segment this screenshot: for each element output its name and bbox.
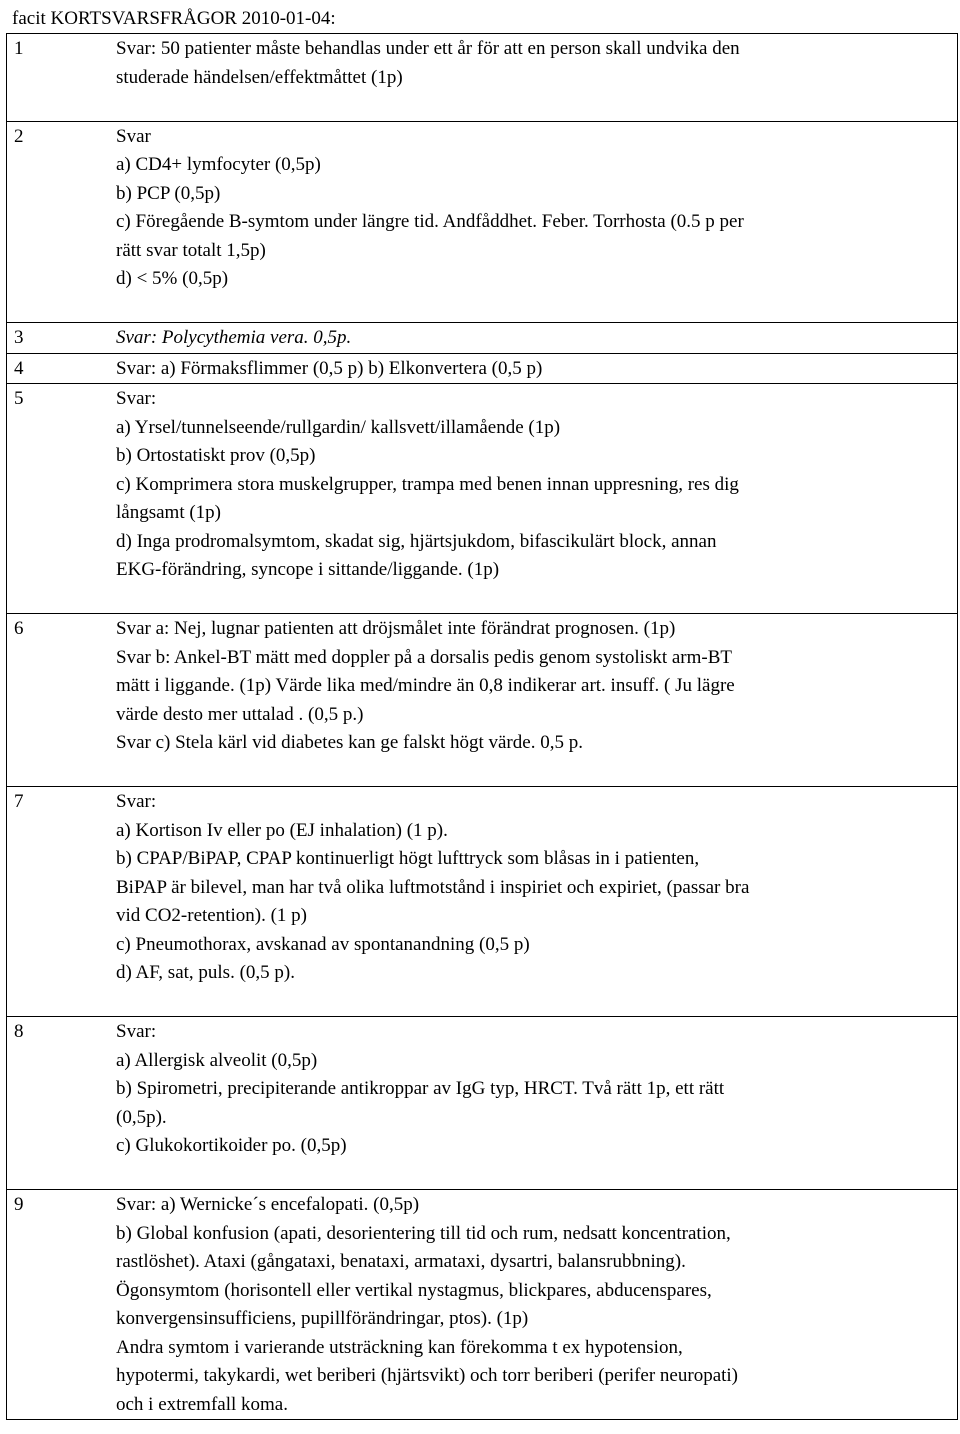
answer-number-cell: [7, 353, 117, 384]
answer-text-cell: [116, 384, 958, 614]
answer-line: c) Pneumothorax, avskanad av spontanandning (0,5 p): [116, 933, 530, 955]
answer-number: 6: [14, 618, 24, 639]
answer-line: b) CPAP/BiPAP, CPAP kontinuerligt högt lufttryck som blåsas in i patienten,: [116, 848, 700, 869]
answer-line: Svar c) Stela kärl vid diabetes kan ge falskt högt värde. 0,5 p.: [116, 732, 583, 753]
answer-text-cell: [116, 614, 958, 787]
answer-row: [7, 384, 958, 614]
blank-line: [116, 988, 943, 1017]
answer-line: a) Kortison Iv eller po (EJ inhalation) (1 p).: [116, 819, 448, 841]
answer-line: Svar: a) Wernicke´s encefalopati. (0,5p): [116, 1194, 420, 1215]
answer-number-cell: [7, 384, 117, 614]
answer-line: b) Global konfusion (apati, desorientering till tid och rum, nedsatt koncentration,: [116, 1222, 731, 1244]
answer-number-cell: [7, 614, 117, 787]
answer-row: [7, 34, 958, 122]
answer-line: b) PCP (0,5p): [116, 182, 221, 204]
answer-line: a) Allergisk alveolit (0,5p): [116, 1049, 318, 1071]
answer-number-cell: [7, 121, 117, 323]
answer-line: BiPAP är bilevel, man har två olika luftmotstånd i inspiriet och expiriet, (passar bra: [116, 876, 750, 898]
answer-line: mätt i liggande. (1p) Värde lika med/mindre än 0,8 indikerar art. insuff. ( Ju lägre: [116, 675, 735, 696]
answer-line: studerade händelsen/effektmåttet (1p): [116, 66, 403, 88]
answer-number: 8: [14, 1021, 24, 1042]
document-title: facit KORTSVARSFRÅGOR 2010-01-04:: [12, 8, 336, 29]
answer-row: [7, 1017, 958, 1190]
blank-line: [116, 92, 943, 121]
answer-line: Svar: 50 patienter måste behandlas under ett år för att en person skall undvika den: [116, 38, 740, 59]
blank-line: [116, 585, 943, 614]
answer-line: Svar a: Nej, lugnar patienten att dröjsmålet inte förändrat prognosen. (1p): [116, 618, 676, 639]
blank-line: [116, 294, 943, 323]
answer-line: c) Föregående B-symtom under längre tid. Andfåddhet. Feber. Torrhosta (0.5 p per: [116, 211, 744, 232]
answer-text-cell: [116, 353, 958, 384]
answer-row: [7, 1190, 958, 1420]
answers-table: [6, 33, 958, 1420]
answer-number: 7: [14, 791, 24, 812]
answer-line: och i extremfall koma.: [116, 1393, 288, 1415]
answer-line: c) Komprimera stora muskelgrupper, trampa med benen innan uppresning, res dig: [116, 473, 739, 495]
answer-number: 9: [14, 1194, 24, 1215]
answer-line: Ögonsymtom (horisontell eller vertikal nystagmus, blickpares, abducenspares,: [116, 1279, 712, 1301]
answer-row: [7, 121, 958, 323]
answer-text-cell: [116, 787, 958, 1017]
answer-text-cell: [116, 1190, 958, 1420]
answer-line: Andra symtom i varierande utsträckning kan förekomma t ex hypotension,: [116, 1336, 683, 1358]
answer-number: 1: [14, 38, 24, 59]
answer-text-cell: [116, 34, 958, 122]
answer-line: d) AF, sat, puls. (0,5 p).: [116, 962, 295, 983]
blank-line: [116, 758, 943, 787]
answer-row: [7, 353, 958, 384]
answer-number-cell: [7, 1017, 117, 1190]
answer-line: c) Glukokortikoider po. (0,5p): [116, 1135, 347, 1156]
answer-line: Svar:: [116, 791, 157, 812]
answer-line: a) Yrsel/tunnelseende/rullgardin/ kallsvett/illamående (1p): [116, 416, 561, 438]
answer-text-cell: [116, 121, 958, 323]
answer-line: b) Ortostatiskt prov (0,5p): [116, 445, 316, 466]
answer-line: a) CD4+ lymfocyter (0,5p): [116, 154, 321, 175]
answer-line: b) Spirometri, precipiterande antikroppar av IgG typ, HRCT. Två rätt 1p, ett rätt: [116, 1078, 725, 1099]
answer-line: värde desto mer uttalad . (0,5 p.): [116, 703, 364, 725]
answer-number: 2: [14, 125, 24, 147]
answer-number-cell: [7, 787, 117, 1017]
answer-text-cell: [116, 323, 958, 354]
answer-number-cell: [7, 34, 117, 122]
answer-number-cell: [7, 323, 117, 354]
answer-line: d) Inga prodromalsymtom, skadat sig, hjärtsjukdom, bifascikulärt block, annan: [116, 530, 717, 552]
answer-text-cell: [116, 1017, 958, 1190]
answer-line: hypotermi, takykardi, wet beriberi (hjärtsvikt) och torr beriberi (perifer neuropati): [116, 1365, 739, 1386]
answer-line: Svar:: [116, 388, 157, 409]
answers-table-body: [7, 34, 958, 1420]
answer-line: d) < 5% (0,5p): [116, 268, 229, 289]
answer-line: Svar: Polycythemia vera. 0,5p.: [116, 327, 352, 348]
answer-number: 5: [14, 388, 24, 409]
answer-line: långsamt (1p): [116, 502, 222, 523]
answer-row: [7, 787, 958, 1017]
answer-line: Svar:: [116, 1021, 157, 1042]
answer-number-cell: [7, 1190, 117, 1420]
answer-number: 3: [14, 327, 24, 348]
answer-line: Svar: a) Förmaksflimmer (0,5 p) b) Elkonvertera (0,5 p): [116, 357, 543, 379]
blank-line: [116, 1161, 943, 1190]
answer-line: EKG-förändring, syncope i sittande/liggande. (1p): [116, 559, 500, 580]
answer-line: rastlöshet). Ataxi (gångataxi, benataxi, armataxi, dysartri, balansrubbning).: [116, 1251, 686, 1272]
answer-row: [7, 323, 958, 354]
answer-line: konvergensinsufficiens, pupillförändringar, ptos). (1p): [116, 1308, 529, 1329]
answer-line: Svar: [116, 125, 151, 147]
answer-line: Svar b: Ankel-BT mätt med doppler på a dorsalis pedis genom systoliskt arm-BT: [116, 646, 733, 668]
answer-line: (0,5p).: [116, 1106, 167, 1128]
answer-line: rätt svar totalt 1,5p): [116, 239, 266, 261]
answer-row: [7, 614, 958, 787]
answer-number: 4: [14, 357, 24, 379]
answer-line: vid CO2-retention). (1 p): [116, 905, 308, 926]
